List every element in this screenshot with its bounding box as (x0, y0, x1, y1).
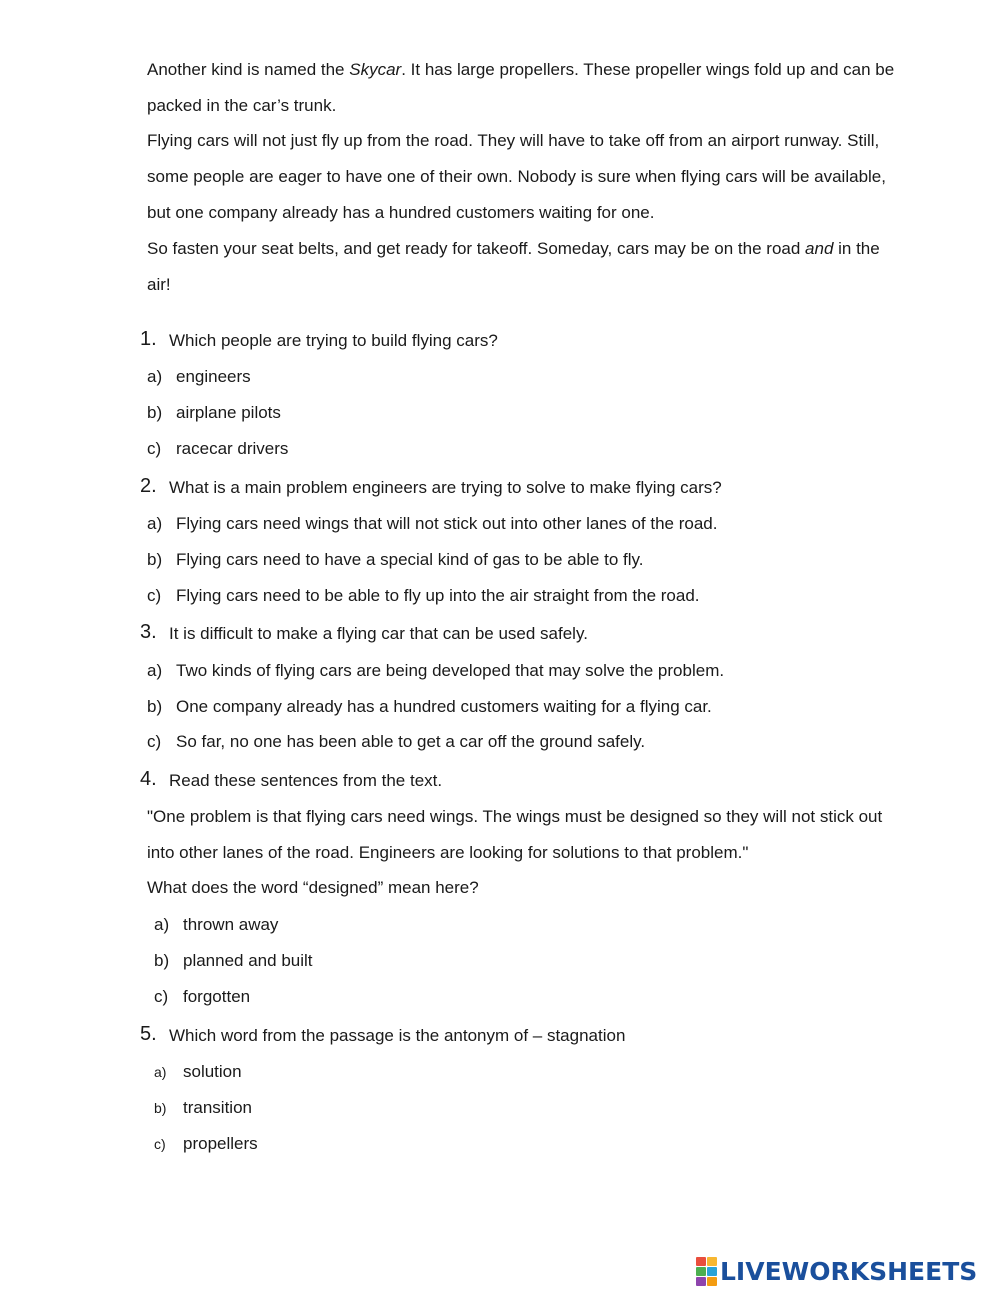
option-letter: b) (154, 1100, 167, 1116)
passage-line: Another kind is named the Skycar. It has large propellers. These propeller wings fold up and can be (147, 60, 895, 79)
question-number: 3. (140, 621, 157, 643)
answer-option[interactable]: Flying cars need to be able to fly up into the air straight from the road. (176, 586, 700, 605)
question-number: 2. (140, 475, 157, 497)
quoted-sentence: into other lanes of the road. Engineers are looking for solutions to that problem." (147, 843, 749, 862)
answer-option[interactable]: racecar drivers (176, 439, 289, 458)
question-number: 1. (140, 328, 157, 350)
question-text: Which people are trying to build flying cars? (169, 331, 498, 350)
answer-option[interactable]: Flying cars need to have a special kind of gas to be able to fly. (176, 550, 644, 569)
option-letter: a) (147, 367, 163, 386)
answer-option[interactable]: Flying cars need wings that will not stick out into other lanes of the road. (176, 514, 718, 533)
option-letter: a) (154, 915, 170, 934)
logo-block (696, 1277, 706, 1286)
question-number: 4. (140, 768, 157, 790)
passage-line: packed in the car’s trunk. (147, 96, 337, 115)
option-letter: c) (147, 732, 162, 751)
answer-option[interactable]: engineers (176, 367, 251, 386)
option-letter: b) (147, 550, 163, 569)
logo-block (707, 1257, 717, 1266)
passage-line: Flying cars will not just fly up from the road. They will have to take off from an airport runway. Still, (147, 131, 880, 150)
answer-option[interactable]: planned and built (183, 951, 313, 970)
skycar-term: Skycar (349, 60, 402, 79)
option-letter: c) (154, 1136, 166, 1152)
question-text: Read these sentences from the text. (169, 771, 443, 790)
logo-block (696, 1257, 706, 1266)
option-letter: a) (147, 661, 163, 680)
answer-option[interactable]: transition (183, 1098, 252, 1117)
question-prompt: What does the word “designed” mean here? (147, 878, 479, 897)
option-letter: b) (147, 403, 163, 422)
option-letter: c) (154, 987, 169, 1006)
logo-block (707, 1277, 717, 1286)
passage-line: air! (147, 275, 171, 294)
question-text: Which word from the passage is the antonym of – stagnation (169, 1026, 626, 1045)
answer-option[interactable]: Two kinds of flying cars are being developed that may solve the problem. (176, 661, 725, 680)
option-letter: c) (147, 586, 162, 605)
option-letter: a) (147, 514, 163, 533)
option-letter: b) (154, 951, 170, 970)
question-number: 5. (140, 1023, 157, 1045)
logo-block (696, 1267, 706, 1276)
emphasis-and: and (805, 239, 834, 258)
logo-block (707, 1267, 717, 1276)
option-letter: c) (147, 439, 162, 458)
question-text: It is difficult to make a flying car that can be used safely. (169, 624, 588, 643)
answer-option[interactable]: airplane pilots (176, 403, 281, 422)
option-letter: a) (154, 1064, 167, 1080)
option-letter: b) (147, 697, 163, 716)
logo-blocks-icon (696, 1257, 717, 1286)
passage-line: So fasten your seat belts, and get ready for takeoff. Someday, cars may be on the road and in the (147, 239, 880, 258)
question-text: What is a main problem engineers are trying to solve to make flying cars? (169, 478, 722, 497)
passage-line: some people are eager to have one of their own. Nobody is sure when flying cars will be available, (147, 167, 886, 186)
answer-option[interactable]: solution (183, 1062, 242, 1081)
passage-line: but one company already has a hundred customers waiting for one. (147, 203, 655, 222)
answer-option[interactable]: One company already has a hundred customers waiting for a flying car. (176, 697, 712, 716)
answer-option[interactable]: So far, no one has been able to get a car off the ground safely. (176, 732, 646, 751)
logo-text: LIVEWORKSHEETS (720, 1256, 978, 1286)
answer-option[interactable]: propellers (183, 1134, 258, 1153)
answer-option[interactable]: thrown away (183, 915, 279, 934)
answer-option[interactable]: forgotten (183, 987, 251, 1006)
liveworksheets-logo (696, 1256, 977, 1286)
quoted-sentence: "One problem is that flying cars need wings. The wings must be designed so they will not stick out (147, 807, 883, 826)
